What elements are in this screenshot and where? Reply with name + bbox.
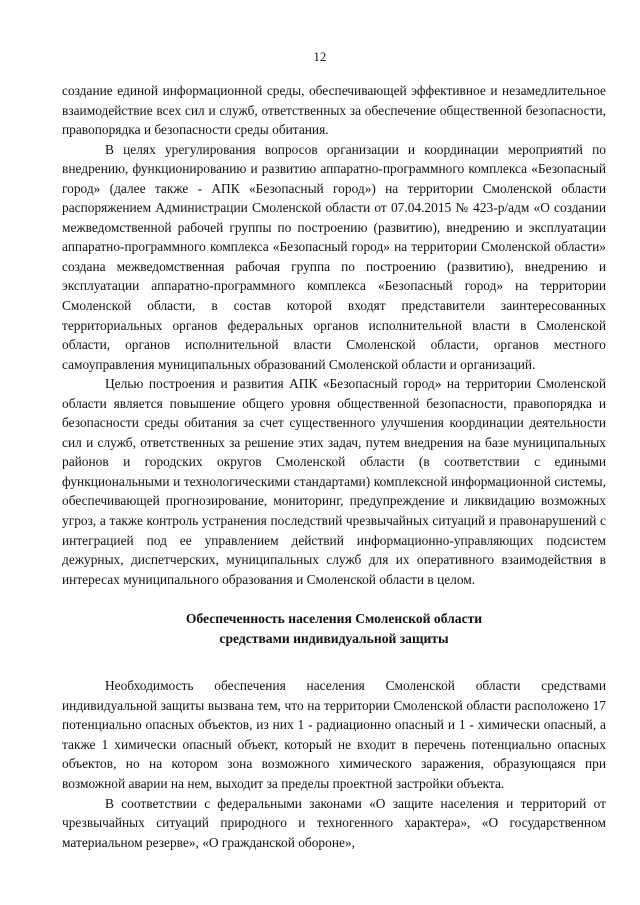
body-paragraph: Необходимость обеспечения населения Смоленской области средствами индивидуальной защиты вызвана тем, что на территории Смоленской области расположено 17 потенциально опасных объектов, из них 1 - радиационно опасный и 1 - химически опасный, а также 1 химически опасный объект, который не входит в перечень потенциально опасных объектов, но на котором зона возможного химического заражения, образующаяся при возможной аварии на нем, выходит за пределы проектной застройки объекта. (62, 678, 606, 791)
section-heading (62, 609, 606, 648)
body-paragraph: В целях урегулирования вопросов организации и координации мероприятий по внедрению, функционированию и развитию аппаратно-программного комплекса «Безопасный город» (далее также - АПК «Безопасный город») на территории Смоленской области распоряжением Администрации Смоленской области от 07.04.2015 № 423-р/адм «О создании межведомственной рабочей группы по построению (развитию), внедрению и эксплуатации аппаратно-программного комплекса «Безопасный город» на территории Смоленской области» создана межведомственная рабочая группа по построению (развитию), внедрению и эксплуатации аппаратно-программного комплекса «Безопасный город» на территории Смоленской области, в состав которой входят представители заинтересованных территориальных органов федеральных органов исполнительной власти в Смоленской области, органов исполнительной власти Смоленской области, органов местного самоуправления муниципальных образований Смоленской области и организаций. (62, 141, 606, 372)
body-paragraph: В соответствии с федеральными законами «О защите населения и территорий от чрезвычайных ситуаций природного и техногенного характера», «О государственном материальном резерве», «О гражданской обороне», (62, 795, 606, 850)
body-paragraph: Целью построения и развития АПК «Безопасный город» на территории Смоленской области является повышение общего уровня общественной безопасности, правопорядка и безопасности среды обитания за счет существенного улучшения координации деятельности сил и служб, ответственных за решение этих задач, путем внедрения на базе муниципальных районов и городских округов Смоленской области (в соответствии с едиными функциональными и технологическими стандартами) комплексной информационной системы, обеспечивающей прогнозирование, мониторинг, предупреждение и ликвидацию возможных угроз, а также контроль устранения последствий чрезвычайных ситуаций и правонарушений с интеграцией под ее управлением действий информационно-управляющих подсистем дежурных, диспетчерских, муниципальных служб для их оперативного взаимодействия в интересах муниципального образования и Смоленской области в целом. (62, 376, 606, 587)
section-heading-line: Обеспеченность населения Смоленской области (185, 611, 483, 627)
section-heading-line: средствами индивидуальной защиты (219, 630, 449, 646)
body-paragraph: создание единой информационной среды, обеспечивающей эффективное и незамедлительное взаимодействие всех сил и служб, ответственных за обеспечение общественной безопасности, правопорядка и безопасности среды обитания. (62, 83, 606, 138)
page-number: 12 (313, 50, 327, 64)
document-body (62, 81, 606, 852)
